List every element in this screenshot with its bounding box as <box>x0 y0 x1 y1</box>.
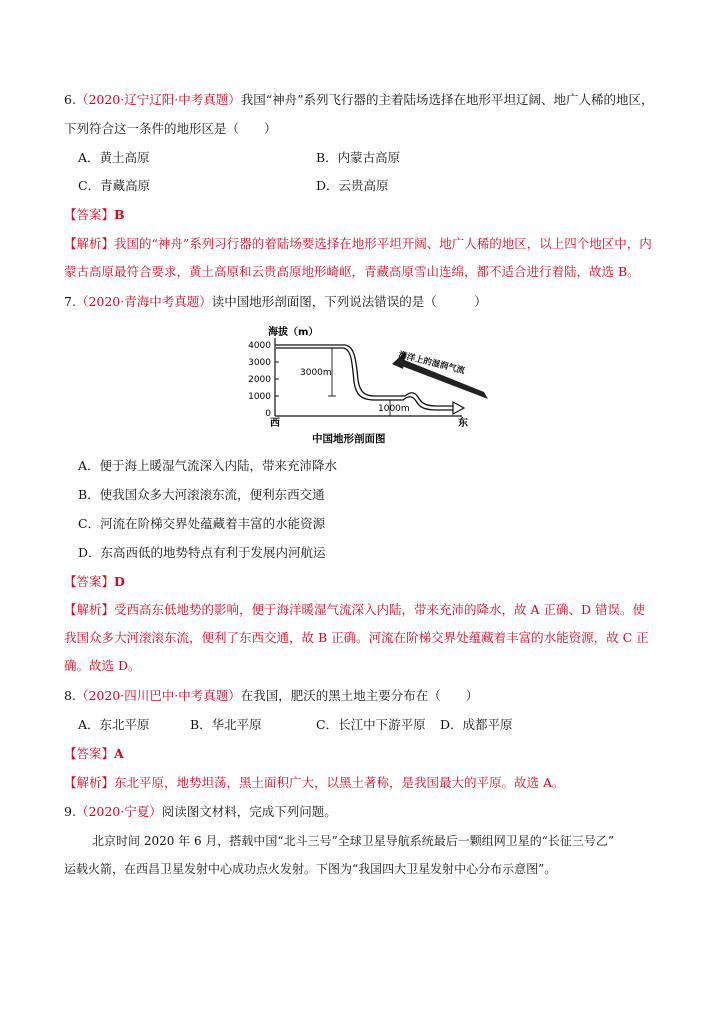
q8-number: 8. <box>64 688 76 703</box>
label-west: 西 <box>270 418 280 429</box>
q7-number: 7. <box>64 294 76 309</box>
q6-number: 6. <box>64 92 76 107</box>
q7-source: （2020·青海中考真题） <box>75 294 212 309</box>
q8-option-b: B．华北平原 <box>190 717 262 732</box>
q7-option-a: A．便于海上暖湿气流深入内陆，带来充沛降水 <box>78 458 338 473</box>
figure-ylabel: 海拔（m） <box>268 327 319 338</box>
q6-analysis-line2: 蒙古高原最符合要求，黄土高原和云贵高原地形崎岖，青藏高原雪山连绵，都不适合进行着陆，故选 B。 <box>64 264 640 279</box>
q6-analysis-label: 【解析】 <box>64 236 115 251</box>
q7-analysis-line2: 我国众多大河滚滚东流，便利了东西交通，故 B 正确。河流在阶梯交界处蕴藏着丰富的水能资源，故 C 正 <box>64 630 649 645</box>
q7-analysis-line3: 确。故选 D。 <box>64 658 141 673</box>
q6-source: （2020·辽宁辽阳·中考真题） <box>75 92 241 107</box>
q6-option-a: A．黄土高原 <box>78 150 150 165</box>
q9-number: 9. <box>64 804 76 819</box>
q8-answer-value: A <box>114 746 124 761</box>
ytick-1000: 1000 <box>248 392 271 402</box>
q9-source: （2020·宁夏） <box>75 804 162 819</box>
q6-stem-line2: 下列符合这一条件的地形区是（ ） <box>64 121 277 136</box>
figure-caption: 中国地形剖面图 <box>312 433 386 445</box>
q6-answer-value: B <box>114 207 125 222</box>
q7-answer-value: D <box>114 574 125 589</box>
label-east: 东 <box>458 418 468 429</box>
q7-option-d: D．东高西低的地势特点有利于发展内河航运 <box>78 545 326 560</box>
q7-analysis-text1: 受西高东低地势的影响，便于海洋暖湿气流深入内陆，带来充沛的降水，故 A 正确、D 错误。使 <box>114 602 645 617</box>
q8-option-d: D．成都平原 <box>440 717 513 732</box>
q8-source: （2020·四川巴中·中考真题） <box>75 688 241 703</box>
q8-option-c: C．长江中下游平原 <box>316 717 426 732</box>
label-3000m: 3000m <box>300 368 332 378</box>
q8-answer <box>64 744 124 764</box>
q6-answer-label: 【答案】 <box>64 207 115 222</box>
terrain-profile-figure <box>240 320 500 450</box>
q8-answer-label: 【答案】 <box>64 746 115 761</box>
q7-analysis-label: 【解析】 <box>64 602 115 617</box>
q7-answer-label: 【答案】 <box>64 574 115 589</box>
q9-material-line2: 运载火箭，在西昌卫星发射中心成功点火发射。下图为“我国四大卫星发射中心分布示意图”。 <box>64 862 557 876</box>
q8-stem <box>64 686 478 706</box>
q6-analysis-line1 <box>64 234 652 254</box>
q6-option-b: B．内蒙古高原 <box>316 150 401 165</box>
airflow-label: 海洋上的湿润气流 <box>397 350 466 377</box>
q8-analysis-label: 【解析】 <box>64 775 115 790</box>
ytick-2000: 2000 <box>248 375 271 385</box>
q7-stem <box>64 292 487 312</box>
q8-analysis-text: 东北平原，地势坦荡，黑土面积广大，以黑土著称，是我国最大的平原。故选 A。 <box>114 775 565 790</box>
q7-option-c: C．河流在阶梯交界处蕴藏着丰富的水能资源 <box>78 516 326 531</box>
q7-option-b: B．使我国众多大河滚滚东流，便利东西交通 <box>78 487 325 502</box>
ytick-3000: 3000 <box>248 358 271 368</box>
q7-answer <box>64 572 125 592</box>
q6-option-d: D．云贵高原 <box>316 178 389 193</box>
q8-text: 在我国，肥沃的黑土地主要分布在（ ） <box>240 688 479 703</box>
ytick-4000: 4000 <box>248 341 271 351</box>
q9-material-line1: 北京时间 2020 年 6 月，搭载中国“北斗三号”全球卫星导航系统最后一颗组网卫星的“长征三号乙” <box>92 834 614 848</box>
q9-stem <box>64 802 337 822</box>
q6-option-c: C．青藏高原 <box>78 178 151 193</box>
label-1000m: 1000m <box>378 404 410 414</box>
q7-text: 读中国地形剖面图，下列说法错误的是（ ） <box>211 294 487 309</box>
q6-stem-line1 <box>64 90 654 110</box>
q7-analysis-line1 <box>64 600 645 620</box>
q6-text1: 我国“神舟”系列飞行器的主着陆场选择在地形平坦辽阔、地广人稀的地区， <box>240 92 654 107</box>
q6-answer <box>64 205 125 225</box>
q8-option-a: A．东北平原 <box>78 717 150 732</box>
river-flow-arrow <box>453 402 464 414</box>
q8-analysis <box>64 773 565 793</box>
ytick-0: 0 <box>265 409 271 419</box>
q6-analysis-text1: 我国的“神舟”系列习行器的着陆场要选择在地形平坦开阔、地广人稀的地区，以上四个地区中，内 <box>114 236 652 251</box>
q9-text: 阅读图文材料，完成下列问题。 <box>161 804 337 819</box>
